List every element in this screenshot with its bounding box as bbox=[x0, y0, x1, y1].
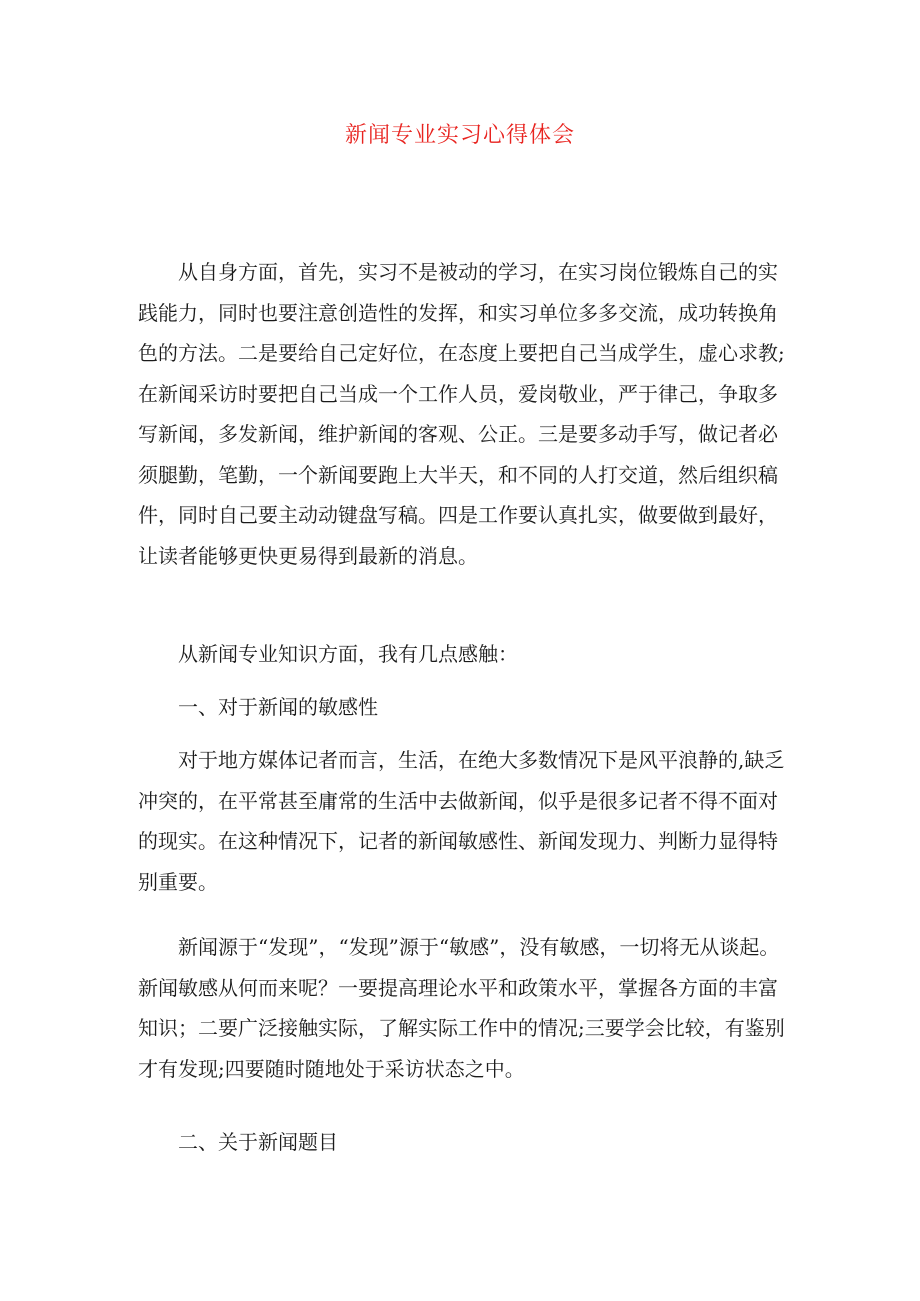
document-title: 新闻专业实习心得体会 bbox=[344, 123, 575, 148]
paragraph-self-aspect: 从自身方面，首先，实习不是被动的学习，在实习岗位锻炼自己的实践能力，同时也要注意创造性的发挥，和实习单位多多交流，成功转换角色的方法。二是要给自己定好位，在态度上要把自己当成学生，虚心求教;在新闻采访时要把自己当成一个工作人员，爱岗敬业，严于律己，争取多写新闻，多发新闻，维护新闻的客观、公正。三是要多动手写，做记者必须腿勤，笔勤，一个新闻要跑上大半天，和不同的人打交道，然后组织稿件，同时自己要主动动键盘写稿。四是工作要认真扎实，做要做到最好，让读者能够更快更易得到最新的消息。 bbox=[138, 260, 785, 568]
paragraph-local-media: 对于地方媒体记者而言，生活，在绝大多数情况下是风平浪静的,缺乏冲突的，在平常甚至庸常的生活中去做新闻，似乎是很多记者不得不面对的现实。在这种情况下，记者的新闻敏感性、新闻发现力、判断力显得特别重要。 bbox=[138, 748, 785, 894]
section-heading-news-sensitivity: 一、对于新闻的敏感性 bbox=[178, 695, 378, 719]
paragraph-news-discovery: 新闻源于“发现”，“发现”源于“敏感”，没有敏感，一切将无从谈起。新闻敏感从何而来呢？一要提高理论水平和政策水平，掌握各方面的丰富知识；二要广泛接触实际，了解实际工作中的情况;三要学会比较，有鉴别才有发现;四要随时随地处于采访状态之中。 bbox=[138, 935, 785, 1081]
section-heading-news-title: 二、关于新闻题目 bbox=[178, 1130, 338, 1154]
paragraph-knowledge-intro: 从新闻专业知识方面，我有几点感触： bbox=[178, 642, 518, 666]
